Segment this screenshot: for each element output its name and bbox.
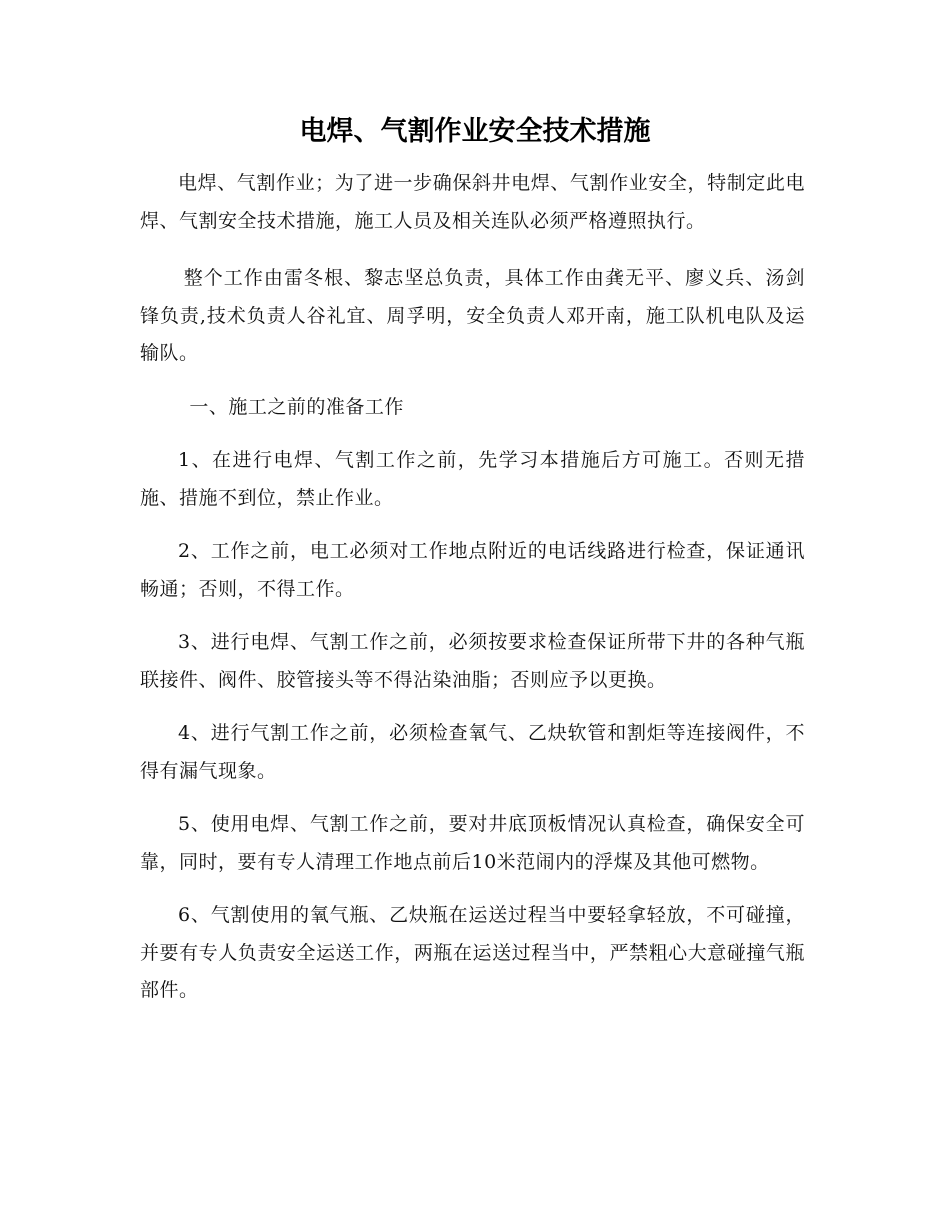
item-paragraph-6: 6、气割使用的氧气瓶、乙炔瓶在运送过程当中要轻拿轻放，不可碰撞，并要有专人负责安全运送工作，两瓶在运送过程当中，严禁粗心大意碰撞气瓶部件。 xyxy=(140,904,805,1001)
intro-paragraph: 电焊、气割作业；为了进一步确保斜井电焊、气割作业安全，特制定此电焊、气割安全技术措施，施工人员及相关连队必须严格遵照执行。 xyxy=(140,172,805,232)
document-body xyxy=(140,165,805,1026)
item-paragraph-4: 4、进行气割工作之前，必须检查氧气、乙炔软管和割炬等连接阀件，不得有漏气现象。 xyxy=(140,722,805,782)
item-paragraph-1: 1、在进行电焊、气割工作之前，先学习本措施后方可施工。否则无措施、措施不到位，禁止作业。 xyxy=(140,449,805,509)
item-paragraph-5: 5、使用电焊、气割工作之前，要对井底顶板情况认真检查，确保安全可靠，同时，要有专人清理工作地点前后10米范闹内的浮煤及其他可燃物。 xyxy=(140,813,805,873)
section-heading: 一、施工之前的准备工作 xyxy=(189,395,404,418)
responsibility-paragraph: 整个工作由雷冬根、黎志坚总负责，具体工作由龚无平、廖义兵、汤剑锋负责,技术负责人谷礼宜、周孚明，安全负责人邓开南，施工队机电队及运输队。 xyxy=(140,267,805,364)
item-paragraph-2: 2、工作之前，电工必须对工作地点附近的电话线路进行检查，保证通讯畅通；否则，不得工作。 xyxy=(140,540,805,600)
item-paragraph-3: 3、进行电焊、气割工作之前，必须按要求检查保证所带下井的各种气瓶联接件、阀件、胶管接头等不得沾染油脂；否则应予以更换。 xyxy=(140,631,805,691)
document-title: 电焊、气割作业安全技术措施 xyxy=(299,116,651,147)
